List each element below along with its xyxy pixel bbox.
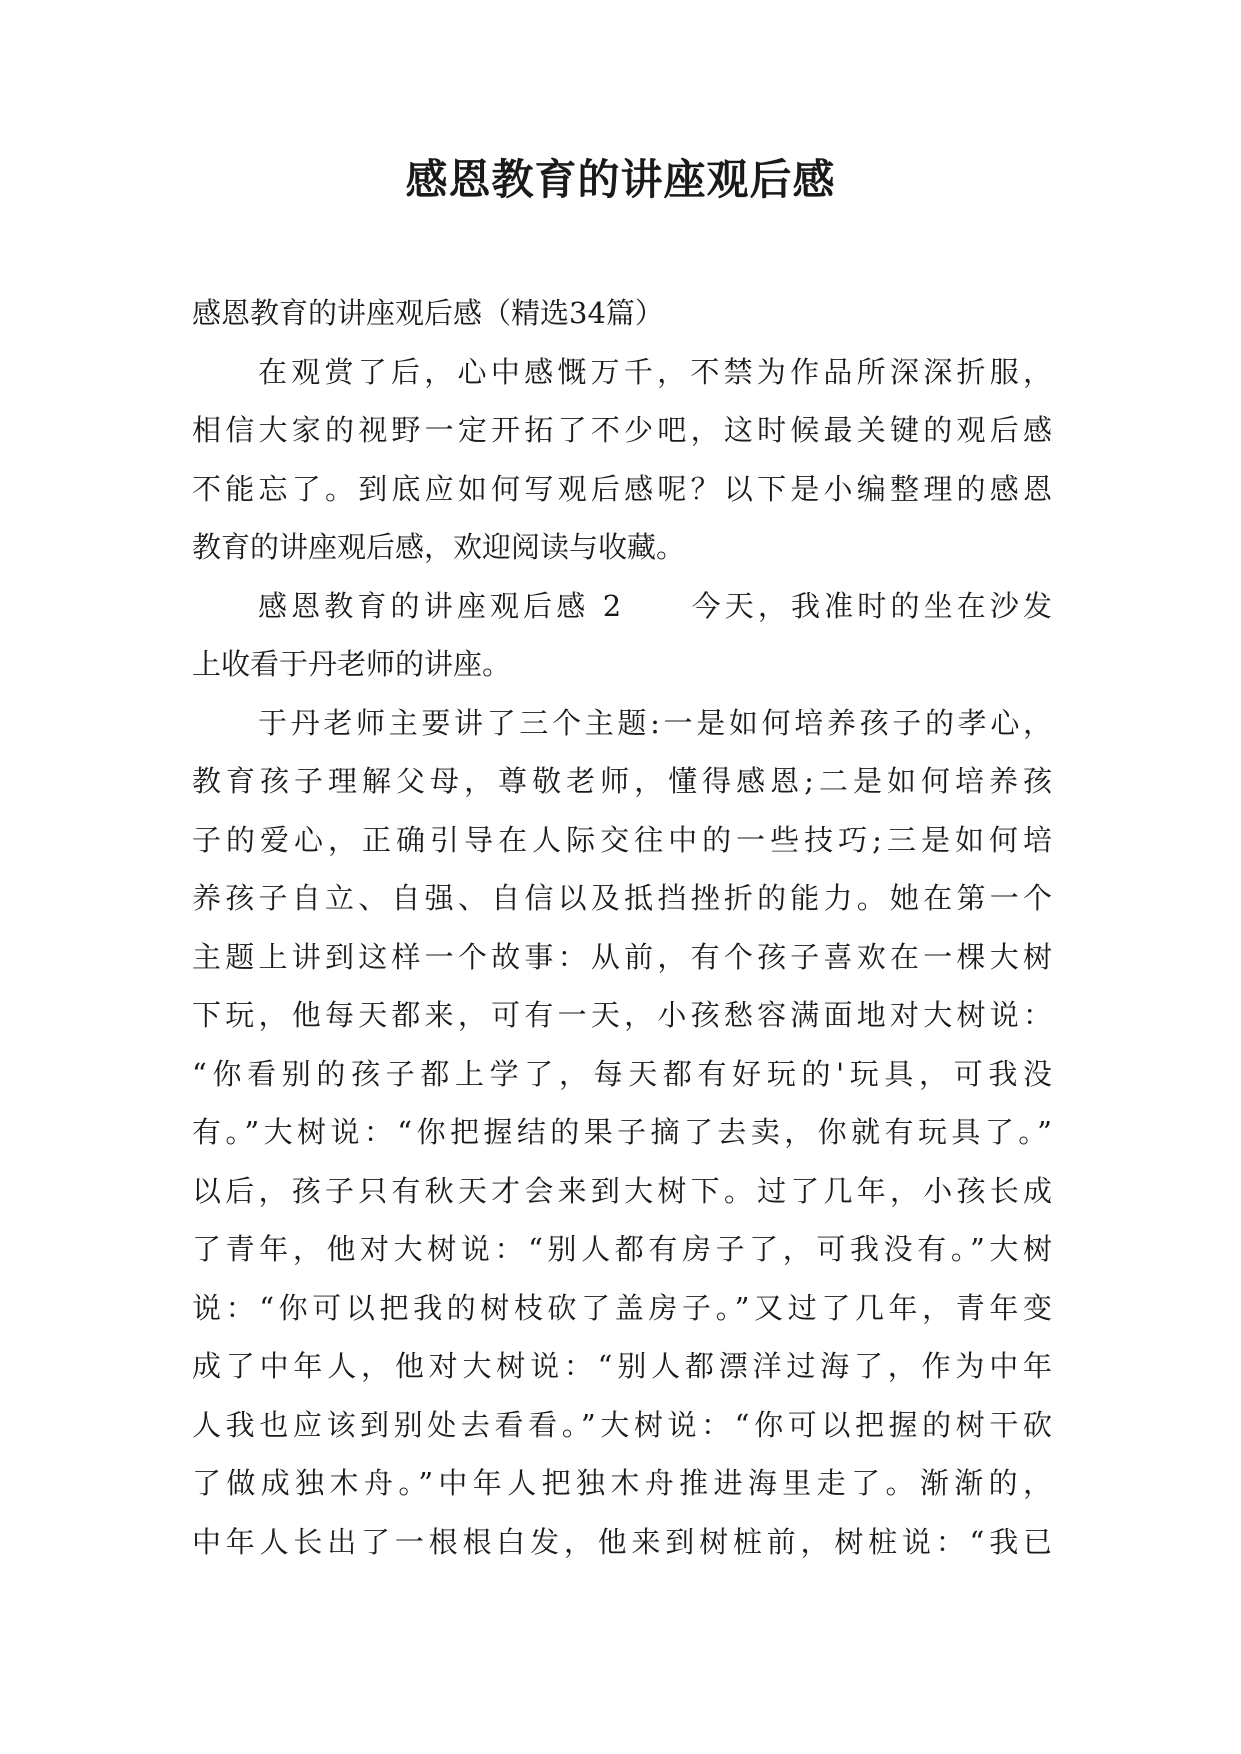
text-line: 主题上讲到这样一个故事：从前，有个孩子喜欢在一棵大树 xyxy=(192,939,1052,974)
text-line: 感恩教育的讲座观后感（精选34篇） xyxy=(192,296,664,330)
text-line: 教育孩子理解父母，尊敬老师，懂得感恩;二是如何培养孩 xyxy=(192,764,1052,798)
text-line: 子的爱心，正确引导在人际交往中的一些技巧;三是如何培 xyxy=(192,822,1052,857)
text-line: 感恩教育的讲座观后感 2 今天，我准时的坐在沙发 xyxy=(258,588,1052,623)
document-title: 感恩教育的讲座观后感 xyxy=(405,155,836,204)
text-line: 成了中年人，他对大树说：“别人都漂洋过海了，作为中年 xyxy=(192,1349,1052,1383)
text-line: 以后，孩子只有秋天才会来到大树下。过了几年，小孩长成 xyxy=(192,1173,1052,1208)
text-line: 养孩子自立、自强、自信以及抵挡挫折的能力。她在第一个 xyxy=(192,881,1052,915)
text-line: 下玩，他每天都来，可有一天，小孩愁容满面地对大树说： xyxy=(192,998,1052,1032)
text-line: 有。”大树说：“你把握结的果子摘了去卖，你就有玩具了。” xyxy=(192,1115,1052,1149)
document-body xyxy=(192,284,1052,1571)
text-line: 说：“你可以把我的树枝砍了盖房子。”又过了几年，青年变 xyxy=(192,1290,1052,1325)
text-line: 相信大家的视野一定开拓了不少吧，这时候最关键的观后感 xyxy=(192,413,1052,447)
text-line: 在观赏了后，心中感慨万千，不禁为作品所深深折服， xyxy=(258,354,1052,389)
text-line: 了做成独木舟。”中年人把独木舟推进海里走了。渐渐的， xyxy=(192,1466,1052,1500)
text-line: 中年人长出了一根根白发，他来到树桩前，树桩说：“我已 xyxy=(192,1524,1052,1559)
text-line: 上收看于丹老师的讲座。 xyxy=(192,647,512,681)
text-line: 人我也应该到别处去看看。”大树说：“你可以把握的树干砍 xyxy=(192,1407,1052,1442)
text-line: 于丹老师主要讲了三个主题:一是如何培养孩子的孝心， xyxy=(258,705,1052,740)
text-line: 了青年，他对大树说：“别人都有房子了，可我没有。”大树 xyxy=(192,1232,1052,1266)
text-line: 不能忘了。到底应如何写观后感呢？以下是小编整理的感恩 xyxy=(192,471,1052,506)
text-line: 教育的讲座观后感，欢迎阅读与收藏。 xyxy=(192,530,686,564)
text-line: “你看别的孩子都上学了，每天都有好玩的'玩具，可我没 xyxy=(192,1056,1052,1091)
